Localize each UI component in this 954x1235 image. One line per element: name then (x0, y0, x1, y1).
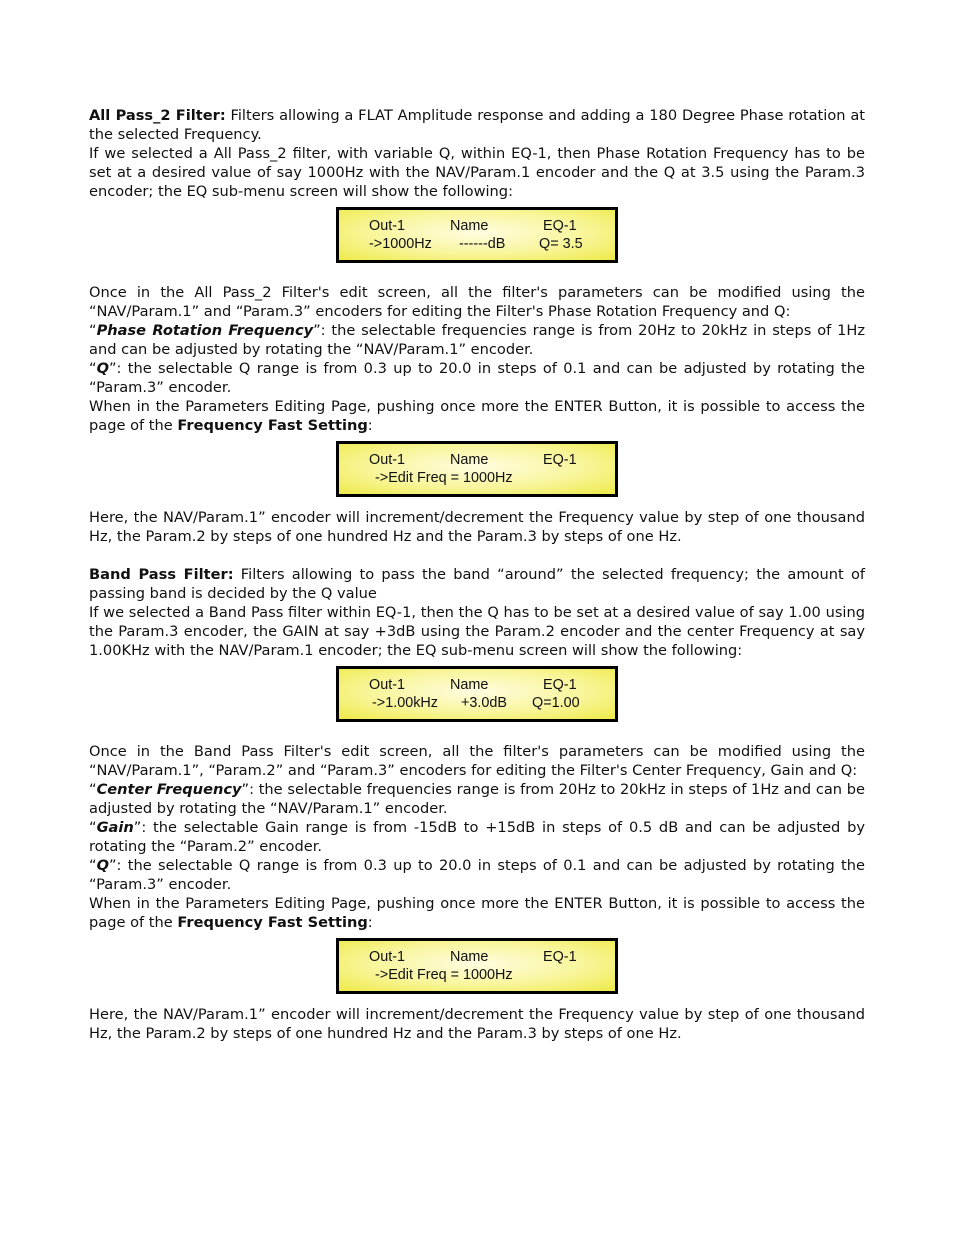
allpass-intro-paragraph (89, 106, 865, 144)
lcd-output-label: Out-1 (369, 677, 405, 693)
allpass-edit-paragraph: Once in the All Pass_2 Filter's edit screen, all the filter's parameters can be modified using the “NAV/Param.1” and “Param.3” encoders for editing the Filter's Phase Rotation Frequency and Q: (89, 284, 865, 320)
lcd-frequency-value: ->1000Hz (369, 236, 432, 252)
allpass-setup-paragraph: If we selected a All Pass_2 filter, with variable Q, within EQ-1, then Phase Rotation Frequency has to be set at a desired value of say 1000Hz with the NAV/Param.1 encoder and the Q at 3.5 using the Param.3 encoder; the EQ sub-menu screen will show the following: (89, 145, 865, 200)
allpass-fast-setting-paragraph: Here, the NAV/Param.1” encoder will increment/decrement the Frequency value by step of one thousand Hz, the Param.2 by steps of one hundred Hz and the Param.3 by steps of one Hz. (89, 509, 865, 545)
bandpass-setup-paragraph: If we selected a Band Pass filter within EQ-1, then the Q has to be set at a desired value of say 1.00 using the Param.3 encoder, the GAIN at say +3dB using the Param.2 encoder and the center Frequency at say 1.00KHz with the NAV/Param.1 encoder; the EQ sub-menu screen will show the following: (89, 604, 865, 659)
lcd-name-label: Name (450, 949, 489, 965)
bandpass-center-frequency-paragraph: “Center Frequency”: the selectable frequencies range is from 20Hz to 20kHz in steps of 1Hz and can be adjusted by rotating the “NAV/Param.1” encoder. (89, 781, 865, 817)
lcd-output-label: Out-1 (369, 452, 405, 468)
lcd-eq-label: EQ-1 (543, 677, 577, 693)
allpass-enter-paragraph: When in the Parameters Editing Page, pushing once more the ENTER Button, it is possible to access the page of the Frequency Fast Setting: (89, 398, 865, 434)
bandpass-gain-paragraph: “Gain”: the selectable Gain range is from -15dB to +15dB in steps of 0.5 dB and can be adjusted by rotating the “Param.2” encoder. (89, 819, 865, 855)
lcd-q-value: Q= 3.5 (539, 236, 583, 252)
lcd-edit-frequency: ->Edit Freq = 1000Hz (375, 967, 513, 983)
lcd-name-label: Name (450, 218, 489, 234)
lcd-gain-value: +3.0dB (461, 695, 508, 711)
lcd-name-label: Name (450, 677, 489, 693)
param-name-gain: Gain (96, 819, 134, 836)
allpass-q-paragraph: “Q”: the selectable Q range is from 0.3 up to 20.0 in steps of 0.1 and can be adjusted by rotating the “Param.3” encoder. (89, 360, 865, 396)
lcd-name-label: Name (450, 452, 489, 468)
allpass-intro-text: Filters allowing a FLAT Amplitude response and adding a 180 Degree Phase rotation at the selected Frequency. (89, 107, 866, 143)
bandpass-edit-paragraph: Once in the Band Pass Filter's edit screen, all the filter's parameters can be modified using the “NAV/Param.1”, “Param.2” and “Param.3” encoders for editing the Filter's Center Frequency, Gain and Q: (89, 743, 865, 779)
lcd-screen-allpass-fast-setting (336, 441, 618, 497)
lcd-screen-allpass-eq (336, 207, 618, 263)
lcd-gain-value: ------dB (459, 236, 506, 252)
bandpass-enter-paragraph: When in the Parameters Editing Page, pushing once more the ENTER Button, it is possible to access the page of the Frequency Fast Setting: (89, 895, 865, 931)
param-name-center-frequency: Center Frequency (96, 781, 242, 798)
bandpass-intro-text: Filters allowing to pass the band “around” the selected frequency; the amount of passing band is decided by the Q value (89, 566, 866, 602)
lcd-screen-bandpass-eq (336, 666, 618, 722)
lcd-edit-frequency: ->Edit Freq = 1000Hz (375, 470, 513, 486)
lcd-eq-label: EQ-1 (543, 949, 577, 965)
bandpass-intro-paragraph (89, 565, 865, 603)
param-name-q: Q (96, 857, 109, 874)
lcd-eq-label: EQ-1 (543, 452, 577, 468)
bandpass-fast-setting-paragraph: Here, the NAV/Param.1” encoder will increment/decrement the Frequency value by step of one thousand Hz, the Param.2 by steps of one hundred Hz and the Param.3 by steps of one Hz. (89, 1006, 865, 1042)
bandpass-heading: Band Pass Filter: (89, 566, 234, 583)
document-page (89, 106, 865, 1043)
lcd-output-label: Out-1 (369, 949, 405, 965)
frequency-fast-setting-term: Frequency Fast Setting (177, 914, 368, 931)
lcd-output-label: Out-1 (369, 218, 405, 234)
allpass-phase-frequency-paragraph: “Phase Rotation Frequency”: the selectable frequencies range is from 20Hz to 20kHz in steps of 1Hz and can be adjusted by rotating the “NAV/Param.1” encoder. (89, 322, 865, 358)
bandpass-q-paragraph: “Q”: the selectable Q range is from 0.3 up to 20.0 in steps of 0.1 and can be adjusted by rotating the “Param.3” encoder. (89, 857, 865, 893)
param-name-q: Q (96, 360, 109, 377)
lcd-frequency-value: ->1.00kHz (372, 695, 438, 711)
lcd-q-value: Q=1.00 (532, 695, 580, 711)
lcd-screen-bandpass-fast-setting (336, 938, 618, 994)
lcd-eq-label: EQ-1 (543, 218, 577, 234)
allpass-heading: All Pass_2 Filter: (89, 107, 226, 124)
frequency-fast-setting-term: Frequency Fast Setting (177, 417, 368, 434)
param-name-phase-rotation-frequency: Phase Rotation Frequency (96, 322, 314, 339)
